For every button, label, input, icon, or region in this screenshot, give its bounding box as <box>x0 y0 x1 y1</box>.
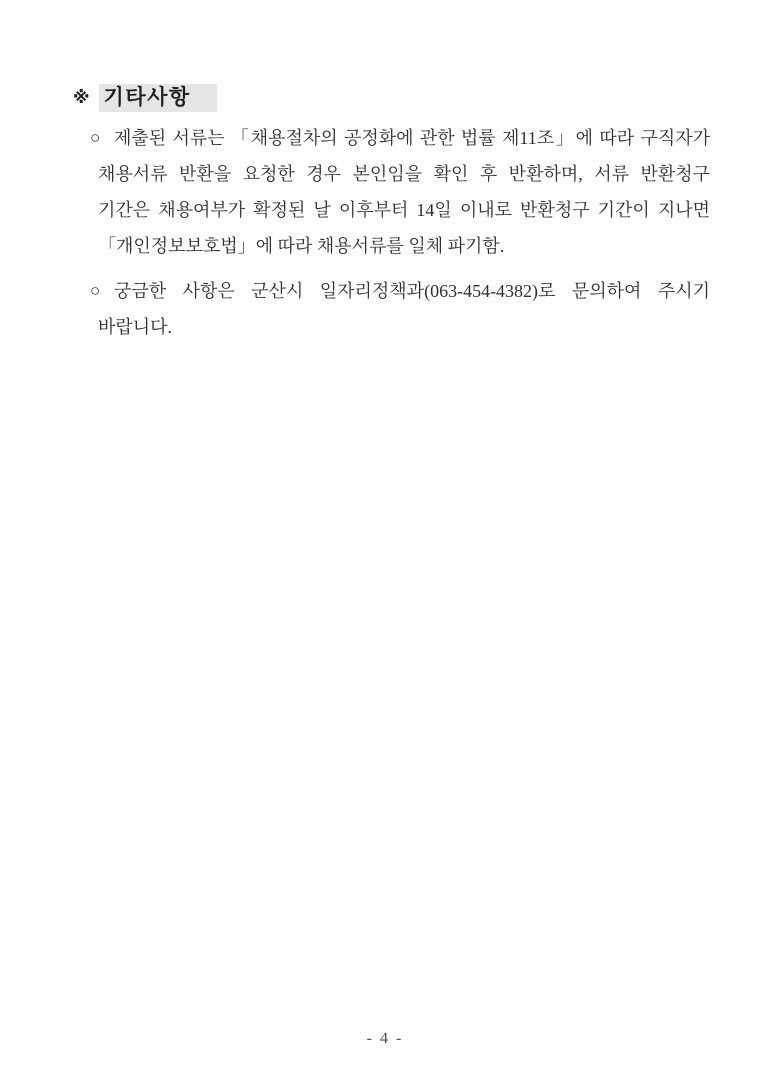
text-line: 채용서류 반환을 요청한 경우 본인임을 확인 후 반환하며, 서류 반환청구 <box>98 164 710 184</box>
bullet-item <box>90 120 710 264</box>
text-line: 궁금한 사항은 군산시 일자리정책과(063-454-4382)로 문의하여 주시기 <box>114 281 710 301</box>
text-line: 기간은 채용여부가 확정된 날 이후부터 14일 이내로 반환청구 기간이 지나면 <box>98 200 710 220</box>
section-heading <box>73 84 217 112</box>
circle-bullet-icon: ○ <box>90 128 101 147</box>
circle-bullet-icon: ○ <box>90 281 101 300</box>
text-line: 「개인정보보호법」에 따라 채용서류를 일체 파기함. <box>98 236 505 256</box>
reference-mark-icon: ※ <box>73 88 90 107</box>
text-line: 바랍니다. <box>98 317 173 337</box>
section-title: 기타사항 <box>99 84 217 112</box>
bullet-item <box>90 273 710 345</box>
text-line: 제출된 서류는 「채용절차의 공정화에 관한 법률 제11조」에 따라 구직자가 <box>114 128 710 148</box>
bullet-list <box>90 120 710 345</box>
page-number: - 4 - <box>366 1030 404 1047</box>
